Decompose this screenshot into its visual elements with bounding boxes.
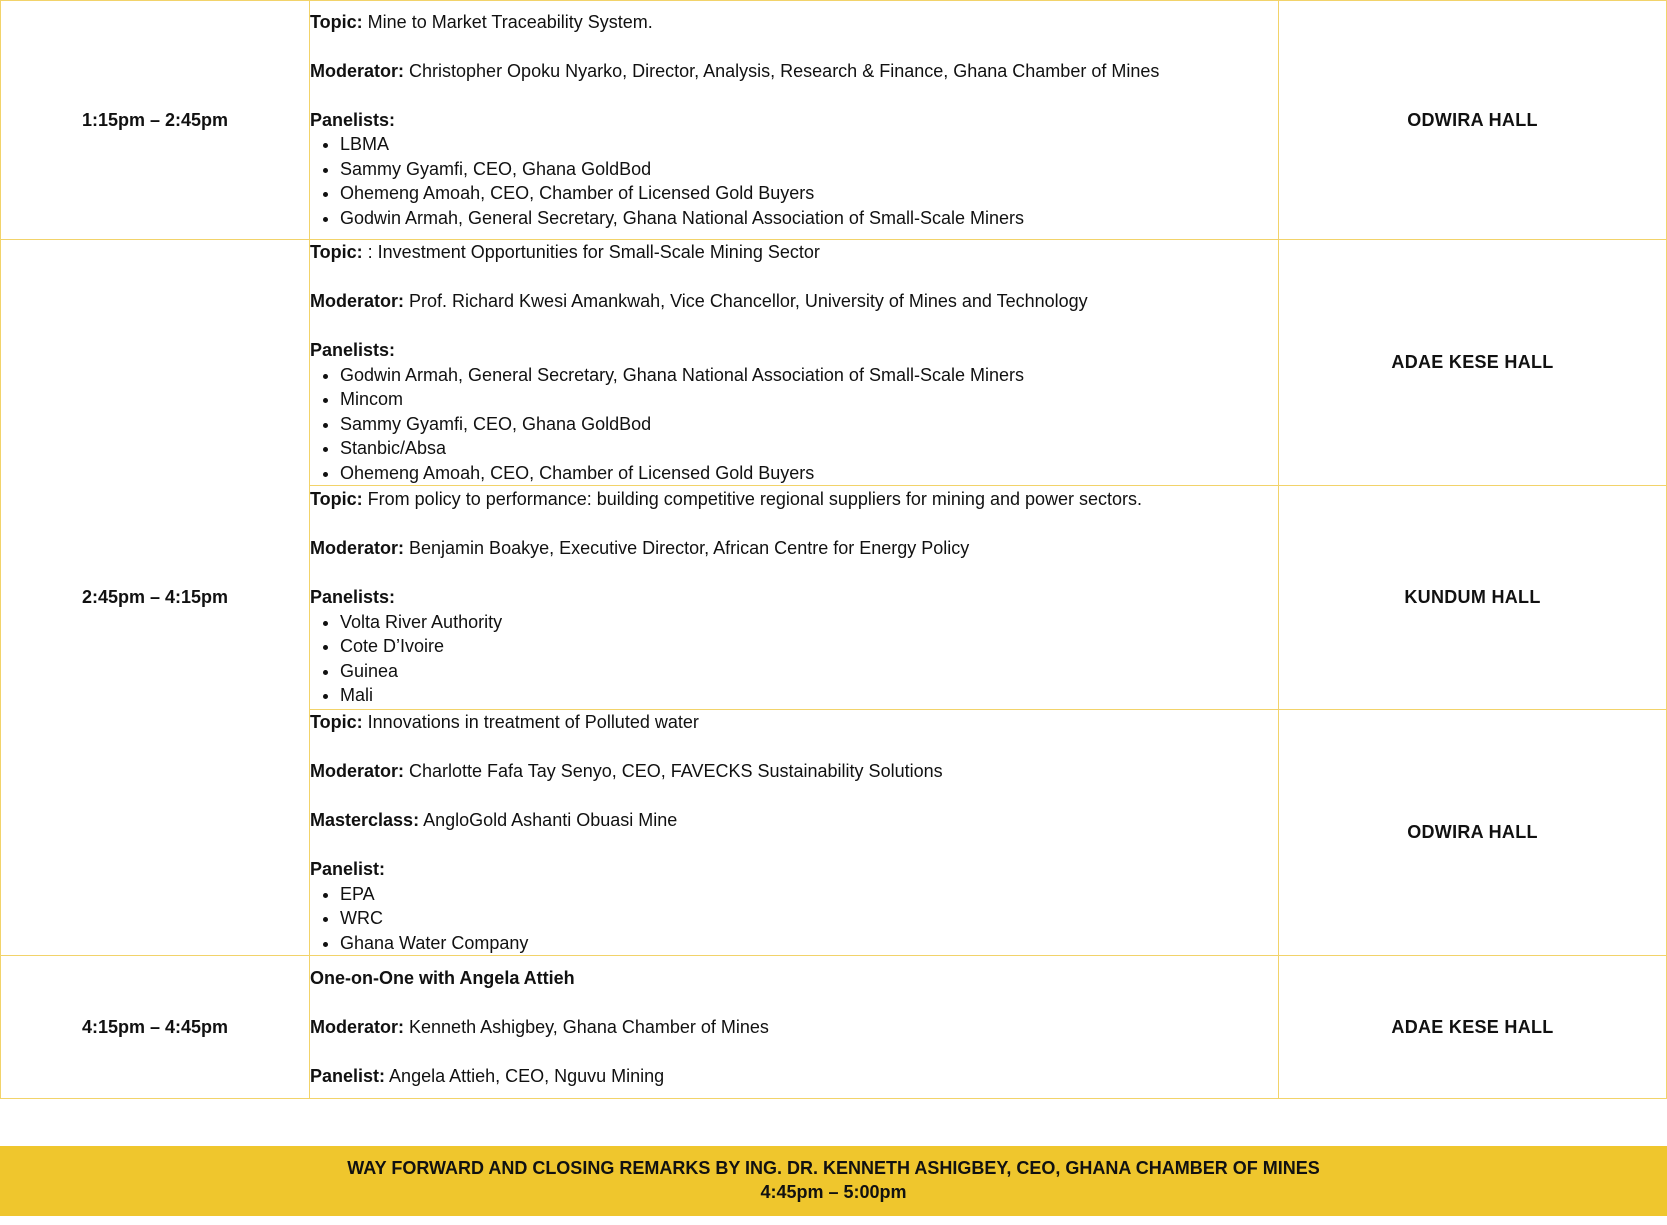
panelists-heading: Panelists: [310,340,396,360]
session-row [1,956,1667,1099]
session-time: 2:45pm – 4:15pm [1,240,310,956]
session-details [310,1,1279,240]
panelists-heading: Panelist: [310,859,386,879]
session-details [310,240,1279,486]
session-row [1,1,1667,240]
topic-line: Topic: Mine to Market Traceability System. [310,11,653,32]
moderator-line: Moderator: Kenneth Ashigbey, Ghana Chamber of Mines [310,1016,769,1037]
list-item: • Ohemeng Amoah, CEO, Chamber of Licensed Gold Buyers [340,181,1278,206]
list-item: • EPA [340,882,1278,907]
masterclass-line: Masterclass: AngloGold Ashanti Obuasi Mine [310,810,678,830]
list-item: • Mincom [340,387,1278,412]
list-item: • Godwin Armah, General Secretary, Ghana National Association of Small-Scale Miners [340,363,1278,388]
session-hall: ODWIRA HALL [1279,710,1667,956]
session-hall: ODWIRA HALL [1279,1,1667,240]
list-item: • LBMA [340,132,1278,157]
closing-banner [0,1146,1667,1216]
session-details [310,956,1279,1099]
moderator-line: Moderator: Prof. Richard Kwesi Amankwah, Vice Chancellor, University of Mines and Technology [310,291,1088,311]
session-time: 4:15pm – 4:45pm [1,956,310,1099]
panelist-list [310,610,1278,708]
session-details [310,710,1279,956]
list-item: • Sammy Gyamfi, CEO, Ghana GoldBod [340,157,1278,182]
session-details [310,486,1279,710]
list-item: • Guinea [340,659,1278,684]
list-item: • Volta River Authority [340,610,1278,635]
topic-line: Topic: Innovations in treatment of Polluted water [310,712,699,732]
list-item: • Ghana Water Company [340,931,1278,956]
panelists-heading: Panelists: [310,587,396,608]
panelist-list [310,882,1278,956]
panelist-list [310,363,1278,486]
session-title: One-on-One with Angela Attieh [310,967,575,988]
moderator-line: Moderator: Charlotte Fafa Tay Senyo, CEO, FAVECKS Sustainability Solutions [310,761,943,781]
session-hall: ADAE KESE HALL [1279,240,1667,486]
list-item: • Ohemeng Amoah, CEO, Chamber of Licensed Gold Buyers [340,461,1278,486]
session-row [1,240,1667,486]
topic-line: Topic: From policy to performance: building competitive regional suppliers for mining and power sectors. [310,489,1143,510]
session-hall: ADAE KESE HALL [1279,956,1667,1099]
moderator-line: Moderator: Christopher Opoku Nyarko, Director, Analysis, Research & Finance, Ghana Chamber of Mines [310,60,1160,81]
moderator-line: Moderator: Benjamin Boakye, Executive Director, African Centre for Energy Policy [310,538,970,559]
list-item: • Godwin Armah, General Secretary, Ghana National Association of Small-Scale Miners [340,206,1278,231]
list-item: • Sammy Gyamfi, CEO, Ghana GoldBod [340,412,1278,437]
list-item: • Cote D’Ivoire [340,634,1278,659]
panelists-heading: Panelists: [310,109,396,130]
list-item: • WRC [340,906,1278,931]
session-time: 1:15pm – 2:45pm [1,1,310,240]
list-item: • Mali [340,683,1278,708]
topic-line: Topic: : Investment Opportunities for Small-Scale Mining Sector [310,242,820,262]
panelist-line: Panelist: Angela Attieh, CEO, Nguvu Mining [310,1065,665,1086]
closing-time: 4:45pm – 5:00pm [760,1182,907,1202]
panelist-list [310,132,1278,230]
closing-title: WAY FORWARD AND CLOSING REMARKS BY ING. DR. KENNETH ASHIGBEY, CEO, GHANA CHAMBER OF MINES [347,1158,1320,1178]
session-hall: KUNDUM HALL [1279,486,1667,710]
list-item: • Stanbic/Absa [340,436,1278,461]
